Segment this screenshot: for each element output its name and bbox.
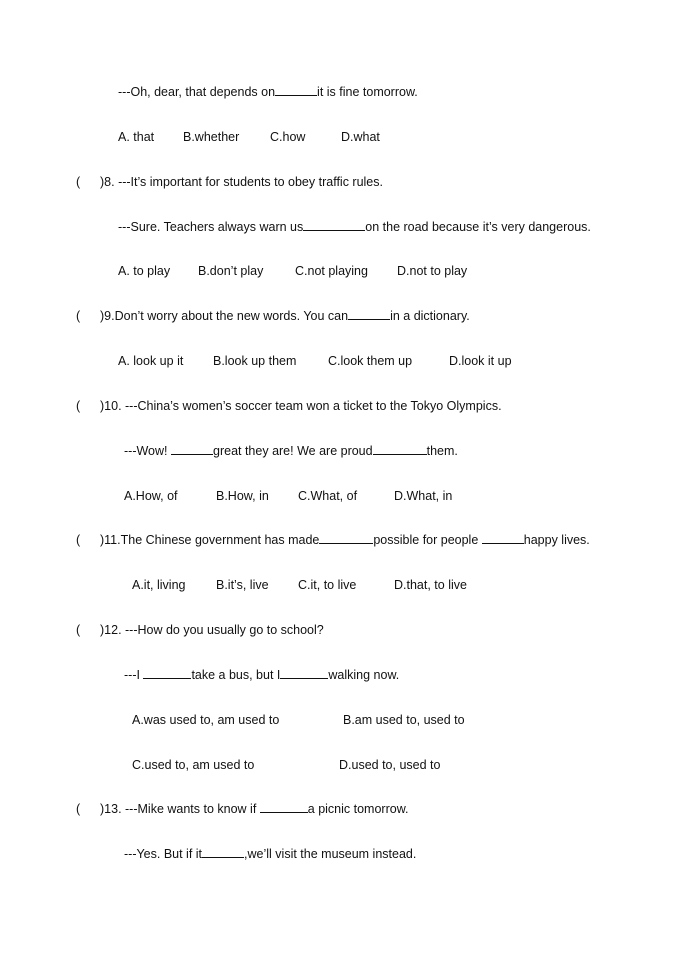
answer-blank <box>303 219 365 231</box>
q8-reply-pre: ---Sure. Teachers always warn us <box>118 220 304 234</box>
q10-reply-pre: ---Wow! <box>124 444 171 458</box>
q9-option-d: D.look it up <box>449 354 512 368</box>
answer-blank <box>348 308 390 320</box>
q9-answer-paren: ( <box>76 309 81 323</box>
q7-option-b: B.whether <box>183 130 240 144</box>
q10-stem-text: ---China’s women’s soccer team won a ticket to the Tokyo Olympics. <box>125 399 502 413</box>
q11-number: )11. <box>100 533 121 547</box>
q10-option-b: B.How, in <box>216 489 269 503</box>
answer-blank <box>143 667 191 679</box>
answer-blank <box>482 532 524 544</box>
answer-blank <box>373 443 427 455</box>
q11-option-c: C.it, to live <box>298 578 357 592</box>
q10-reply-mid: great they are! We are proud <box>213 444 373 458</box>
q12-stem <box>100 622 324 638</box>
q12-reply-mid: take a bus, but I <box>191 668 281 682</box>
q10-reply-post: them. <box>426 444 458 458</box>
answer-blank <box>171 443 213 455</box>
q8-option-c: C.not playing <box>295 264 368 278</box>
q9-option-b: B.look up them <box>213 354 297 368</box>
q10-number: )10. <box>100 399 126 413</box>
q11-option-a: A.it, living <box>132 578 186 592</box>
q12-answer-paren: ( <box>76 623 81 637</box>
q8-stem-text: ---It’s important for students to obey traffic rules. <box>118 175 383 189</box>
q11-option-d: D.that, to live <box>394 578 467 592</box>
q7-option-c: C.how <box>270 130 306 144</box>
q11-answer-paren: ( <box>76 533 81 547</box>
q13-stem-pre: ---Mike wants to know if <box>125 802 260 816</box>
answer-blank <box>202 846 244 858</box>
answer-blank <box>275 84 317 96</box>
answer-blank <box>260 801 308 813</box>
q13-number: )13. <box>100 802 126 816</box>
q7-reply <box>118 84 418 100</box>
answer-blank <box>319 532 373 544</box>
q8-reply-post: on the road because it’s very dangerous. <box>365 220 591 234</box>
q7-reply-pre: ---Oh, dear, that depends on <box>118 85 276 99</box>
q8-option-d: D.not to play <box>397 264 468 278</box>
q12-option-b: B.am used to, used to <box>343 713 465 727</box>
q9-stem <box>100 308 470 324</box>
q8-reply <box>118 219 591 235</box>
q12-option-d: D.used to, used to <box>339 758 441 772</box>
q8-answer-paren: ( <box>76 175 81 189</box>
q11-stem <box>100 532 590 548</box>
q7-option-a: A. that <box>118 130 155 144</box>
q10-option-c: C.What, of <box>298 489 358 503</box>
q12-reply <box>124 667 399 683</box>
q12-number: )12. <box>100 623 126 637</box>
q10-answer-paren: ( <box>76 399 81 413</box>
q9-option-a: A. look up it <box>118 354 184 368</box>
q12-stem-text: ---How do you usually go to school? <box>125 623 324 637</box>
q10-stem <box>100 398 502 414</box>
answer-blank <box>280 667 328 679</box>
q13-stem-post: a picnic tomorrow. <box>307 802 409 816</box>
q10-option-a: A.How, of <box>124 489 178 503</box>
q11-stem-post: happy lives. <box>523 533 590 547</box>
q8-stem <box>100 174 383 190</box>
q9-number: )9. <box>100 309 115 323</box>
q12-reply-post: walking now. <box>328 668 400 682</box>
q10-reply <box>124 443 458 459</box>
q7-option-d: D.what <box>341 130 380 144</box>
q9-stem-post: in a dictionary. <box>390 309 470 323</box>
q8-number: )8. <box>100 175 119 189</box>
q11-stem-mid: possible for people <box>373 533 482 547</box>
q7-reply-post: it is fine tomorrow. <box>317 85 418 99</box>
q13-reply-post: ,we’ll visit the museum instead. <box>244 847 417 861</box>
q8-option-b: B.don’t play <box>198 264 264 278</box>
q11-option-b: B.it’s, live <box>216 578 269 592</box>
q9-stem-pre: Don’t worry about the new words. You can <box>114 309 349 323</box>
q13-answer-paren: ( <box>76 802 81 816</box>
q12-option-a: A.was used to, am used to <box>132 713 280 727</box>
q12-option-c: C.used to, am used to <box>132 758 255 772</box>
q13-reply-pre: ---Yes. But if it <box>124 847 203 861</box>
q13-reply <box>124 846 416 862</box>
q13-stem <box>100 801 409 817</box>
q8-option-a: A. to play <box>118 264 171 278</box>
q12-reply-pre: ---I <box>124 668 144 682</box>
q11-stem-pre: The Chinese government has made <box>120 533 320 547</box>
q10-option-d: D.What, in <box>394 489 453 503</box>
q9-option-c: C.look them up <box>328 354 413 368</box>
